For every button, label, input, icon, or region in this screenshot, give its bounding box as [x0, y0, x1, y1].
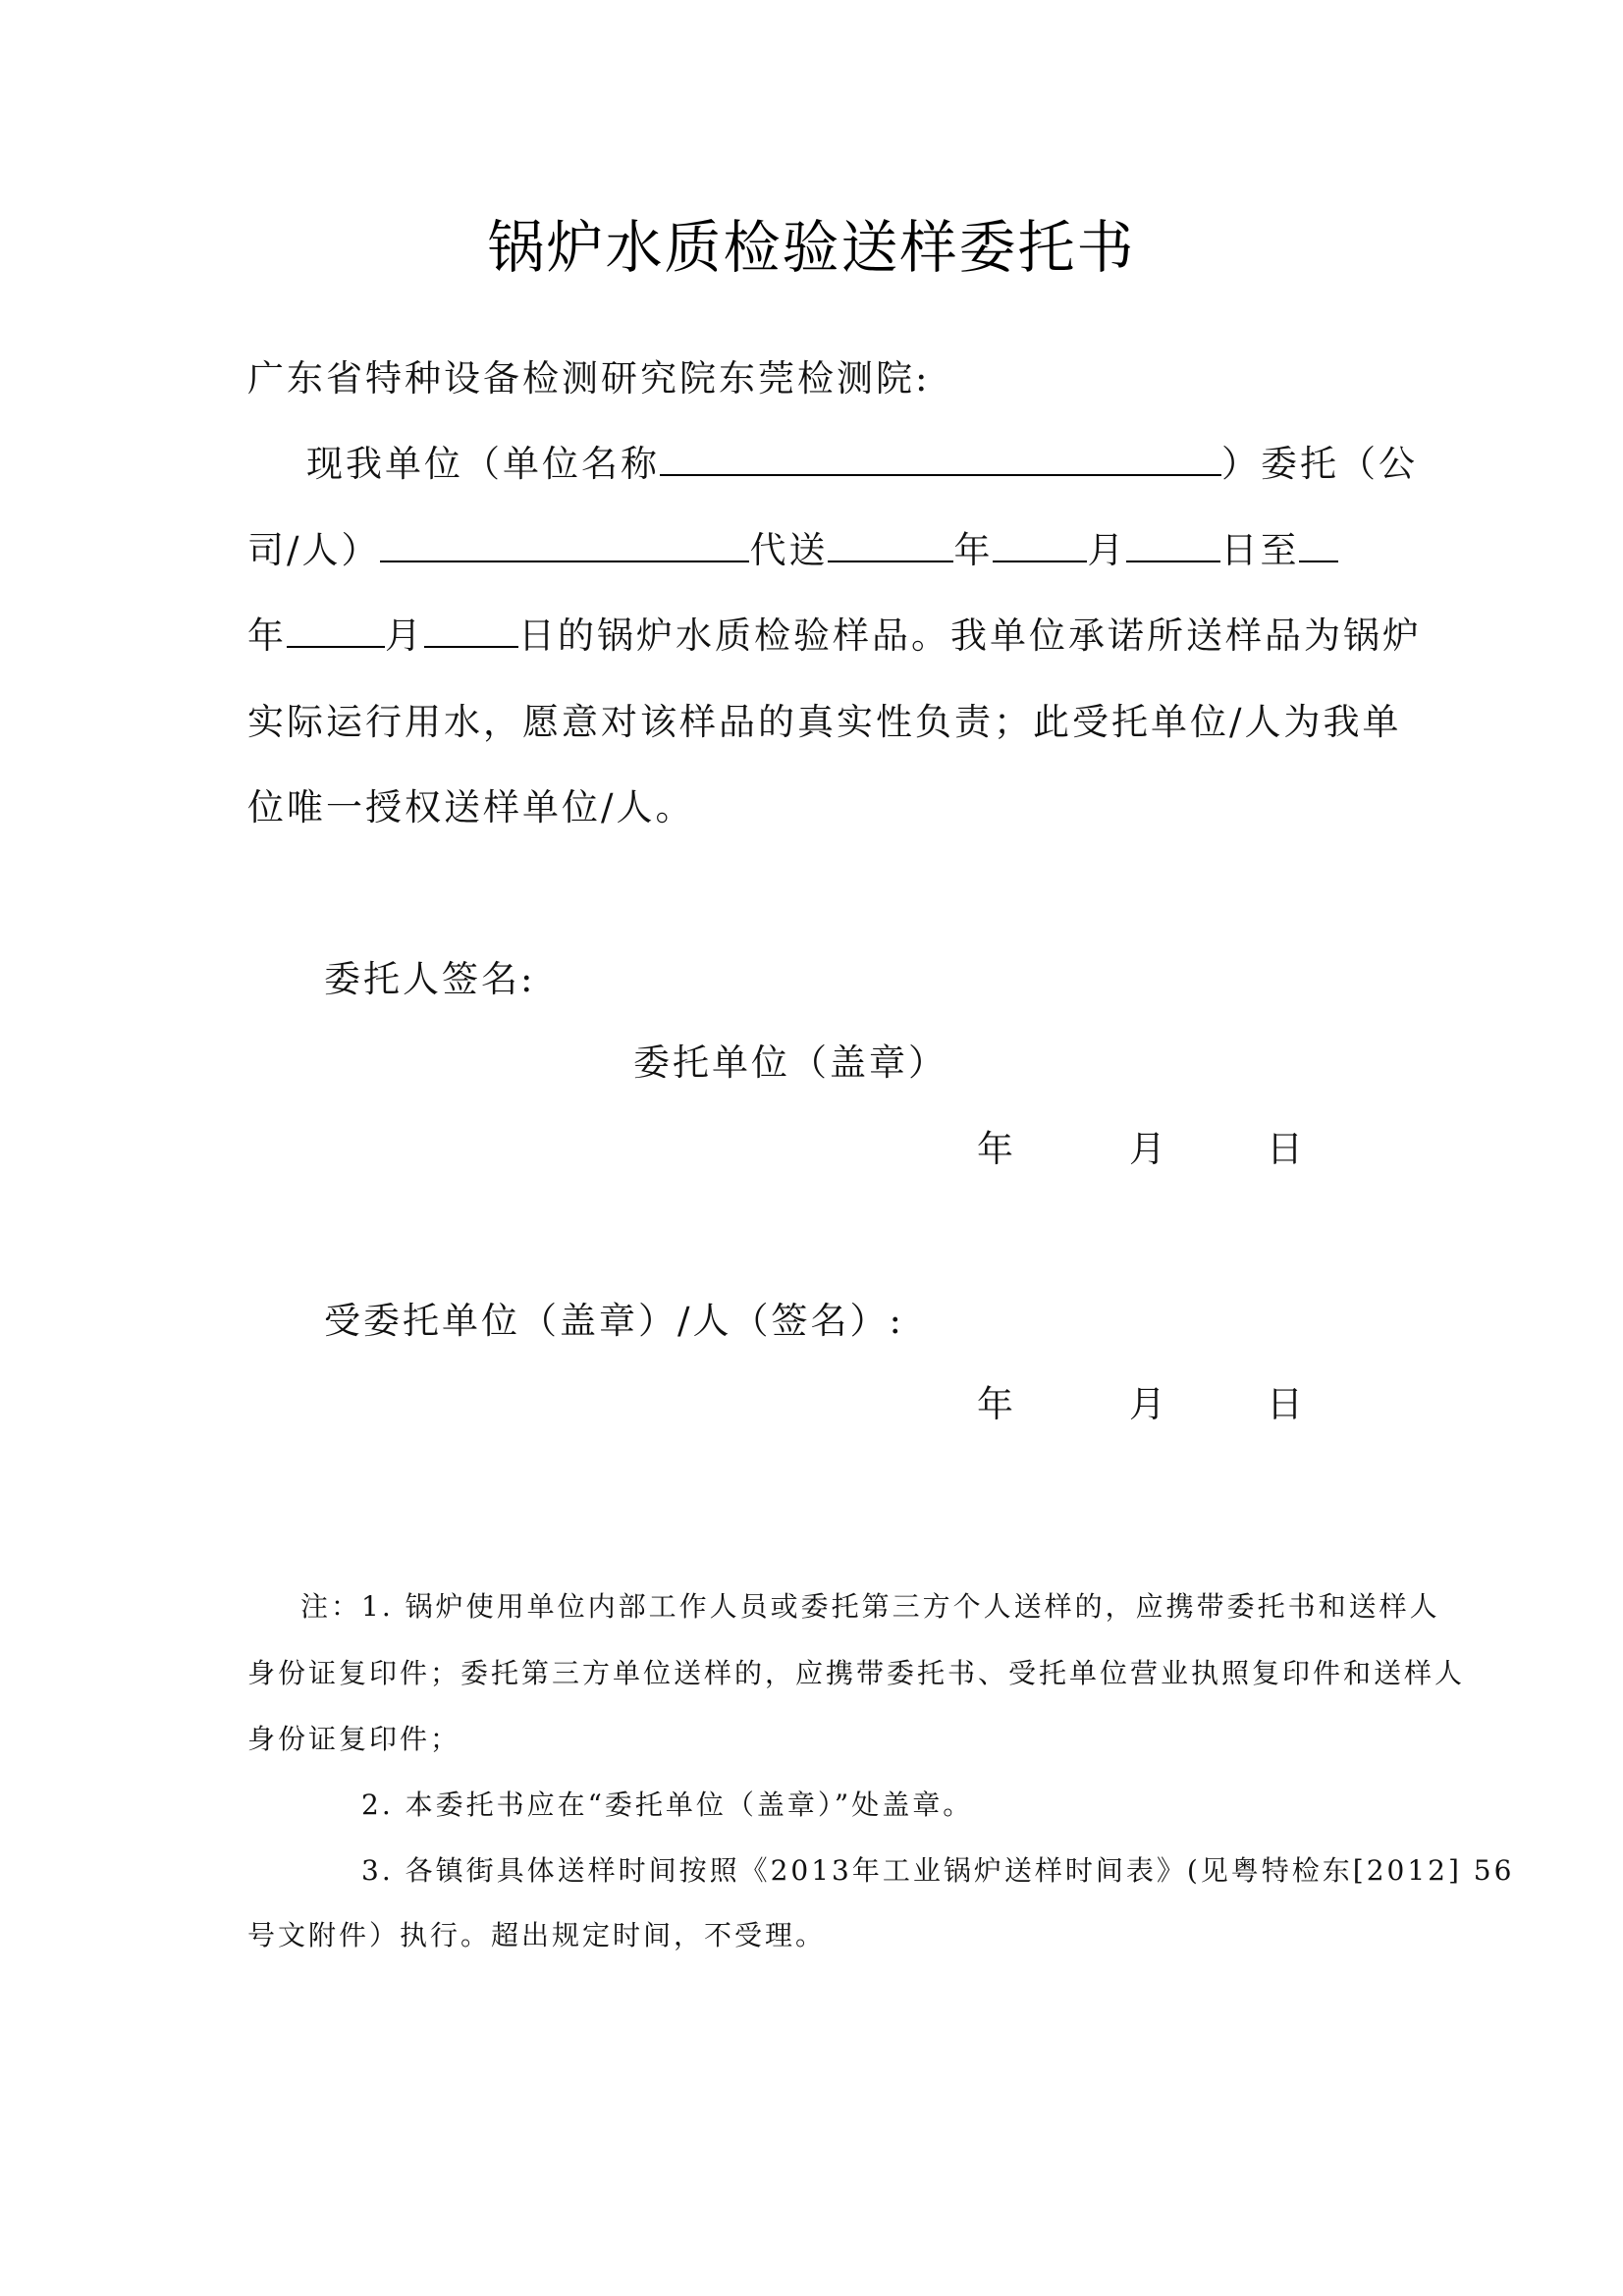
start-day-blank[interactable] [1126, 521, 1220, 562]
text-day-to: 日至 [1220, 529, 1300, 571]
trustee-seal-signature-label: 受委托单位（盖章）/人（签名）: [324, 1300, 904, 1342]
date2-day: 日 [1267, 1383, 1306, 1425]
note-1-line-3: 身份证复印件； [247, 1723, 461, 1755]
text-unit-name-prefix: 现我单位（单位名称 [306, 443, 660, 485]
end-year-blank[interactable] [1299, 521, 1338, 562]
text-year-2: 年 [247, 614, 287, 657]
text-entrust-company: ）委托（公 [1221, 443, 1418, 485]
unit-name-blank[interactable] [660, 435, 1221, 476]
note-1-line-1: 注：1. 锅炉使用单位内部工作人员或委托第三方个人送样的，应携带委托书和送样人 [300, 1590, 1440, 1623]
note-1-line-2: 身份证复印件；委托第三方单位送样的，应携带委托书、受托单位营业执照复印件和送样人 [247, 1657, 1466, 1689]
date1-month: 月 [1129, 1128, 1168, 1170]
agent-name-blank[interactable] [380, 521, 749, 562]
date1-day: 日 [1267, 1128, 1306, 1170]
paragraph-line-5: 位唯一授权送样单位/人。 [247, 786, 695, 828]
text-company-person: 司/人） [247, 529, 381, 571]
note-3-line-1: 3. 各镇街具体送样时间按照《2013年工业锅炉送样时间表》(见粤特检东[2012] 56 [361, 1854, 1515, 1887]
consignor-unit-seal-label: 委托单位（盖章） [633, 1041, 947, 1084]
end-month-blank[interactable] [287, 607, 385, 648]
text-deliver: 代送 [749, 529, 829, 571]
paragraph-line-1 [306, 434, 1418, 487]
date1-year: 年 [977, 1128, 1016, 1170]
document-title: 锅炉水质检验送样委托书 [487, 214, 1136, 281]
paragraph-line-2 [247, 520, 1338, 573]
addressee: 广东省特种设备检测研究院东莞检测院: [247, 357, 931, 400]
paragraph-line-3 [247, 606, 1422, 659]
date2-month: 月 [1129, 1383, 1168, 1425]
text-year: 年 [953, 529, 994, 571]
date2-year: 年 [977, 1383, 1016, 1425]
end-day-blank[interactable] [424, 607, 518, 648]
start-month-blank[interactable] [993, 521, 1087, 562]
start-year-blank[interactable] [828, 521, 953, 562]
consignor-signature-label: 委托人签名: [324, 958, 536, 1000]
text-month-2: 月 [385, 614, 424, 657]
text-month: 月 [1087, 529, 1127, 571]
note-2: 2. 本委托书应在“委托单位（盖章）”处盖章。 [361, 1789, 974, 1821]
paragraph-line-4: 实际运行用水，愿意对该样品的真实性负责；此受托单位/人为我单 [247, 701, 1402, 743]
note-3-line-2: 号文附件）执行。超出规定时间，不受理。 [247, 1919, 827, 1951]
text-sample-commitment: 日的锅炉水质检验样品。我单位承诺所送样品为锅炉 [518, 614, 1422, 657]
